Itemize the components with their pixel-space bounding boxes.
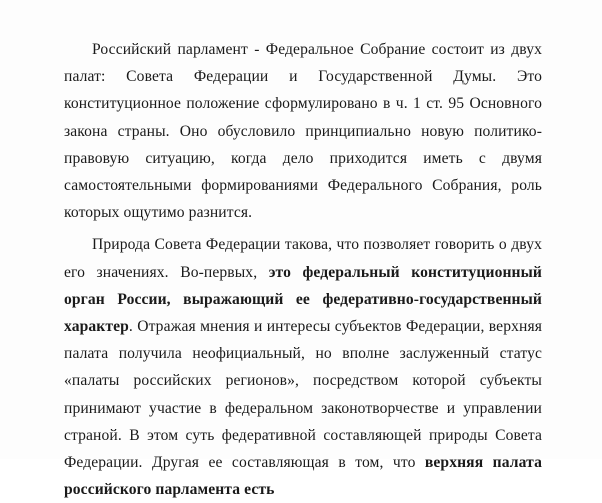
paragraph-2-bold-continuation: верхняя палата российского парламента есть <box>64 454 542 499</box>
paragraph-2 <box>64 231 542 503</box>
paragraph-1 <box>64 36 542 226</box>
paragraph-2-text-body: . Отражая мнения и интересы субъектов Федерации, верхняя палата получила неофициальный, но вполне заслуженный статус «палаты российских регионов», посредством которой субъекты принимают участие в федеральном законотворчестве и управлении страной. В этом суть федеративной составляющей природы Совета Федерации. Другая ее составляющая в том, что <box>64 318 542 472</box>
paragraph-2-text-intro: Природа Совета Федерации такова, что позволяет говорить о двух его значениях. Во-первых, <box>64 236 542 281</box>
document-body <box>64 36 542 503</box>
paragraph-2-bold-definition: это федеральный конституционный орган России, выражающий ее федеративно-государственный характер <box>64 263 542 336</box>
paragraph-1-text: Российский парламент - Федеральное Собрание состоит из двух палат: Совета Федерации и Государственной Думы. Это конституционное положение сформулировано в ч. 1 ст. 95 Основного закона страны. Оно обусловило принципиально новую политико-правовую ситуацию, когда дело приходится иметь с двумя самостоятельными формированиями Федерального Собрания, роль которых ощутимо разнится. <box>64 41 542 222</box>
